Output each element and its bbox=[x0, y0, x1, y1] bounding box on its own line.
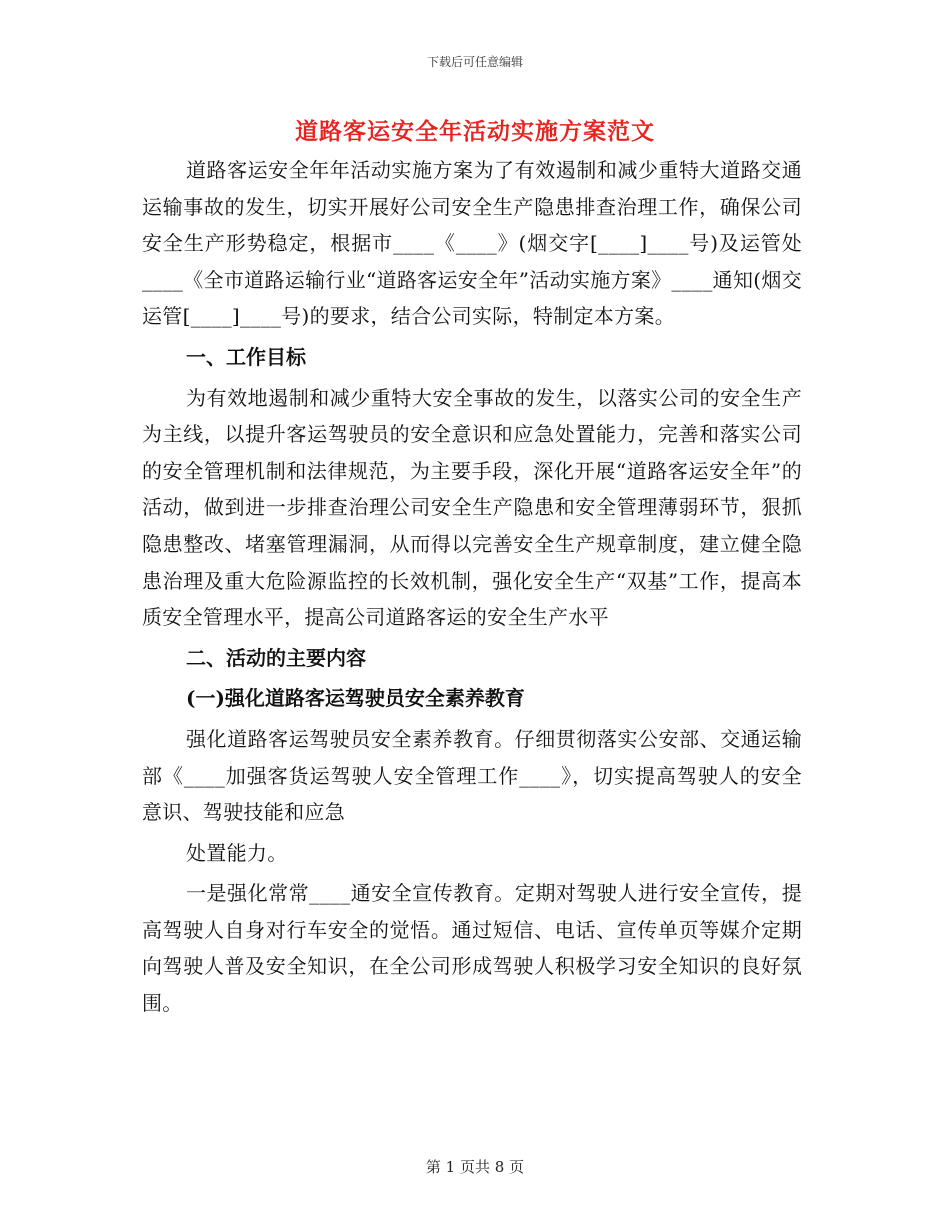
document-title: 道路客运安全年活动实施方案范文 bbox=[295, 118, 655, 145]
subsection-heading-education: (一)强化道路客运驾驶员安全素养教育 bbox=[186, 686, 525, 711]
section-heading-goals: 一、工作目标 bbox=[186, 344, 306, 369]
document-body bbox=[142, 152, 802, 1022]
point-one-paragraph: 一是强化常常____通安全宣传教育。定期对驾驶人进行安全宣传，提高驾驶人自身对行车安全的觉悟。通过短信、电话、宣传单页等媒介定期向驾驶人普及安全知识，在全公司形成驾驶人积极学习安全知识的良好氛围。 bbox=[142, 881, 802, 1016]
section-heading-content: 二、活动的主要内容 bbox=[186, 645, 366, 670]
intro-paragraph: 道路客运安全年年活动实施方案为了有效遏制和减少重特大道路交通运输事故的发生，切实开展好公司安全生产隐患排查治理工作，确保公司安全生产形势稳定，根据市____《____》(烟交字[____]____号)及运管处____《全市道路运输行业“道路客运安全年”活动实施方案》____通知(烟交运管[____]____号)的要求，结合公司实际，特制定本方案。 bbox=[142, 158, 802, 329]
education-paragraph: 强化道路客运驾驶员安全素养教育。仔细贯彻落实公安部、交通运输部《____加强客货运驾驶人安全管理工作____》，切实提高驾驶人的安全意识、驾驶技能和应急 bbox=[142, 726, 802, 825]
header-note: 下载后可任意编辑 bbox=[426, 55, 523, 69]
education-continuation: 处置能力。 bbox=[186, 840, 288, 865]
goals-paragraph: 为有效地遏制和减少重特大安全事故的发生，以落实公司的安全生产为主线，以提升客运驾驶员的安全意识和应急处置能力，完善和落实公司的安全管理机制和法律规范，为主要手段，深化开展“道路客运安全年”的活动，做到进一步排查治理公司安全生产隐患和安全管理薄弱环节，狠抓隐患整改、堵塞管理漏洞，从而得以完善安全生产规章制度，建立健全隐患治理及重大危险源监控的长效机制，强化安全生产“双基”工作，提高本质安全管理水平，提高公司道路客运的安全生产水平 bbox=[142, 385, 802, 630]
page-footer: 第 1 页共 8 页 bbox=[425, 1158, 525, 1176]
